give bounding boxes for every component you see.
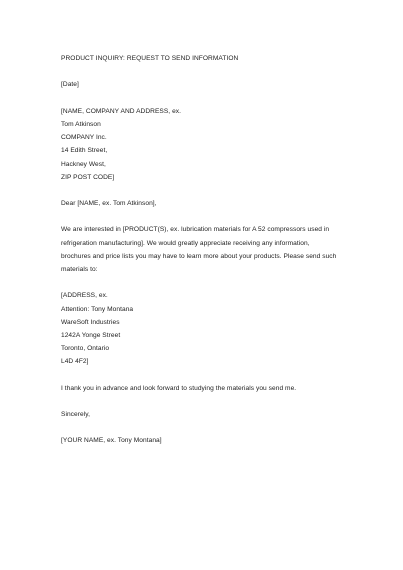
body-line: refrigeration manufacturing]. We would greatly appreciate receiving any information, (61, 239, 310, 247)
body-paragraph (61, 223, 361, 276)
signature-name: [YOUR NAME, ex. Tony Montana] (61, 437, 162, 445)
recipient-line: [NAME, COMPANY AND ADDRESS, ex. (61, 107, 182, 115)
spacer (61, 184, 361, 197)
salutation: Dear [NAME, ex. Tom Atkinson], (61, 200, 157, 208)
spacer (61, 92, 361, 105)
recipient-line: COMPANY Inc. (61, 134, 107, 142)
body-line: brochures and price lists you may have to learn more about your products. Please send such (61, 252, 337, 260)
address-line: Toronto, Ontario (61, 345, 110, 353)
closing-paragraph: I thank you in advance and look forward to studying the materials you send me. (61, 384, 297, 392)
sign-off: Sincerely, (61, 411, 90, 419)
body-line: materials to: (61, 266, 98, 273)
letter-date: [Date] (61, 81, 79, 89)
recipient-block (61, 105, 361, 184)
recipient-line: ZIP POST CODE] (61, 173, 115, 181)
send-to-address-block (61, 289, 361, 368)
address-line: 1242A Yonge Street (61, 331, 121, 339)
spacer (61, 369, 361, 382)
spacer (61, 210, 361, 223)
spacer (61, 276, 361, 289)
address-line: WareSoft Industries (61, 318, 120, 326)
address-line: Attention: Tony Montana (61, 305, 134, 313)
spacer (61, 65, 361, 78)
body-line: We are interested in [PRODUCT(S), ex. lubrication materials for A 52 compressors used in (61, 226, 330, 234)
spacer (61, 395, 361, 408)
recipient-line: Hackney West, (61, 160, 106, 168)
spacer (61, 421, 361, 434)
address-line: L4D 4F2] (61, 358, 89, 366)
recipient-line: 14 Edith Street, (61, 147, 108, 155)
address-line: [ADDRESS, ex. (61, 292, 108, 300)
letter-body (61, 52, 361, 448)
recipient-line: Tom Atkinson (61, 120, 101, 128)
letter-heading: PRODUCT INQUIRY: REQUEST TO SEND INFORMATION (61, 55, 239, 62)
